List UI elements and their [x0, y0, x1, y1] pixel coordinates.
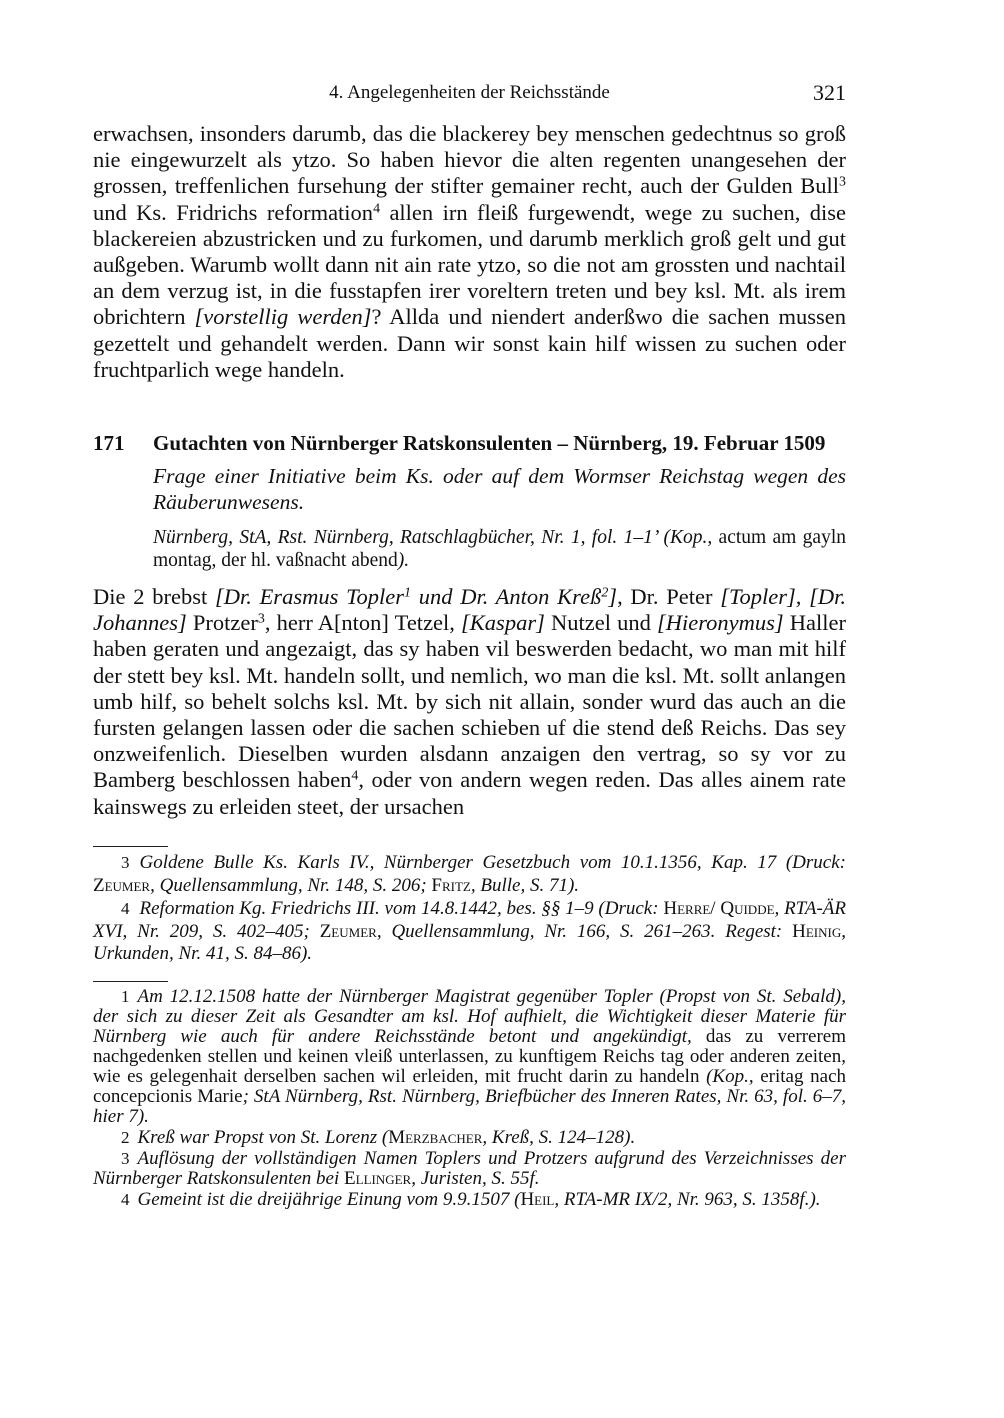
footnote-text: Gemeint ist die dreijährige Einung vom 9.9.1507 (	[137, 1189, 521, 1210]
author-name: Fritz	[431, 874, 471, 896]
footnote-text: , Quellensammlung, Nr. 166, S. 261–263. Regest:	[376, 920, 793, 942]
running-head	[93, 80, 846, 110]
footnote-text: , Bulle, S. 71).	[470, 874, 580, 896]
text-run: Protzer	[186, 610, 258, 636]
footnote-ref: 3	[257, 611, 265, 627]
editorial-insertion: [Hieronymus]	[656, 610, 784, 636]
footnote-ref: 3	[839, 174, 846, 190]
text-run: , Dr. Peter	[617, 584, 721, 609]
footnote-text: , RTA-MR IX/2, Nr. 963, S. 1358f.).	[554, 1189, 821, 1210]
footnote-ref: 4	[351, 768, 359, 784]
footnote	[93, 1190, 846, 1210]
text-run: Nutzel und	[544, 610, 657, 636]
quoted-source-text: eritag nach concepcionis Marie	[93, 1066, 846, 1107]
footnote	[93, 987, 846, 1127]
continuation-text	[93, 121, 846, 383]
page-number: 321	[813, 80, 846, 105]
editorial-insertion: [vorstellig werden]	[194, 304, 372, 330]
footnote	[93, 852, 846, 897]
running-head-title: 4. Angelegenheiten der Reichsstände	[329, 82, 610, 103]
editorial-insertion: [Dr. Erasmus Topler	[214, 584, 405, 609]
footnote-text: , Urkunden, Nr. 41, S. 84–86).	[93, 920, 846, 964]
footnote-separator	[93, 846, 168, 847]
entry-body	[93, 584, 846, 820]
footnote-text: , RTA-ÄR XVI, Nr. 209, S. 402–405;	[93, 898, 846, 942]
footnote-ref: 2	[601, 585, 609, 601]
entry-paragraph	[93, 584, 846, 820]
editorial-insertion: [Kaspar]	[461, 610, 545, 636]
editorial-insertion: und Dr. Anton Kreß	[410, 584, 602, 609]
footnote-ref: 1	[404, 585, 411, 601]
entry-title: Gutachten von Nürnberger Ratskonsulenten – Nürnberg, 19. Februar 1509	[153, 431, 826, 455]
author-name: Merzbacher	[388, 1127, 483, 1148]
footnote-text: ; StA Nürnberg, Rst. Nürnberg, Briefbücher des Inneren Rates, Nr. 63, fol. 6–7, hier 7).	[93, 1086, 846, 1127]
footnote-text: , Kreß, S. 124–128).	[482, 1127, 636, 1148]
text-run: Haller haben geraten und angezaigt, das sy haben vil beswerden bedacht, wo man mit hilf der stett bey ksl. Mt. handeln sollt, und nemlich, wo man die ksl. Mt. sollt anlangen umb hilf, so behelt solchs ksl. Mt. by sich nit allain, sonder wurd das auch an die fursten gelangen lassen oder die sachen schieben uf die stend deß Reichs. Das sey onzweifenlich. Dieselben wurden alsdann anzaigen den vertrag, so sy vor zu Bamberg beschlossen haben	[93, 610, 846, 793]
footnote-separator	[93, 981, 168, 982]
text-run: und Ks. Fridrichs reformation	[93, 199, 374, 225]
footnote-ref: 4	[373, 200, 381, 216]
footnote-mark: 4	[121, 899, 130, 918]
footnote-text: Am 12.12.1508 hatte der Nürnberger Magistrat gegenüber Topler (Propst von St. Sebald), der sich zu dieser Zeit als Gesandter am ksl. Hof aufhielt, die Wichtigkeit dieser Materie für Nürnberg wie auch für andere Reichsstände betont und angekündigt,	[93, 986, 846, 1047]
text-run: ? Allda und niendert anderßwo die sachen mussen gezettelt und gehandelt werden. Dann wir sonst kain hilf wissen zu suchen oder fruchtparlich wege handeln.	[93, 304, 847, 382]
author-name: Zeumer	[93, 874, 151, 896]
author-name: Ellinger	[344, 1168, 412, 1189]
text-run: Die 2 brebst	[93, 584, 215, 609]
footnote-text: Reformation Kg. Friedrichs III. vom 14.8.1442, bes. §§ 1–9 (Druck:	[139, 898, 664, 919]
footnote	[93, 1128, 846, 1148]
footnote-text: (Kop.,	[706, 1066, 754, 1087]
continuation-paragraph	[93, 121, 846, 383]
footnote-text: , Quellensammlung, Nr. 148, S. 206;	[150, 874, 432, 896]
footnote-text: Kreß war Propst von St. Lorenz (	[137, 1127, 389, 1148]
document-entry	[93, 430, 846, 820]
author-name: Herre/ Quidde	[663, 898, 775, 919]
footnote-mark: 3	[121, 1149, 130, 1168]
text-run: , herr A[nton] Tetzel,	[264, 610, 462, 636]
footnote-text: Auflösung der vollständigen Namen Toplers und Protzers aufgrund des Verzeichnisses der Nürnberger Ratskonsulenten bei	[93, 1148, 846, 1189]
text-run: allen irn fleiß furgewendt, wege zu suchen, dise blackereien abzustricken und zu furkomen, und darumb merklich groß gelt und gut außgeben. Warumb wollt dann nit ain rate ytzo, so die not am grossten und nachtail an dem verzug ist, in die fusstapfen irer voreltern treten und bey ksl. Mt. als irem obrichtern	[93, 199, 846, 330]
footnotes-commentary	[93, 987, 846, 1211]
author-name: Heinig	[792, 920, 842, 942]
footnote-mark: 3	[121, 853, 130, 872]
author-name: Zeumer	[319, 920, 377, 942]
entry-heading	[93, 430, 846, 456]
source-citation: Nürnberg, StA, Rst. Nürnberg, Ratschlagbücher, Nr. 1, fol. 1–1’ (Kop.,	[153, 527, 713, 548]
editorial-insertion: ]	[608, 584, 618, 609]
editorial-insertion: [Topler], [Dr. Johannes]	[93, 584, 846, 636]
footnote	[93, 898, 846, 966]
footnote	[93, 1149, 846, 1189]
footnote-text: Goldene Bulle Ks. Karls IV., Nürnberger Gesetzbuch vom 10.1.1356, Kap. 17 (Druck:	[139, 852, 846, 873]
quoted-source-text: das zu verrerem nachgedenken stellen und keinen vleiß unterlassen, zu kunftigem Reichs tag oder anderen zeiten, wie es gelegenhait derselben sachen wil erleiden, mit frucht darin zu handeln	[93, 1026, 846, 1087]
footnotes-text-apparatus	[93, 852, 846, 967]
footnote-text: , Juristen, S. 55f.	[411, 1168, 540, 1189]
footnote-mark: 1	[121, 987, 130, 1006]
entry-number: 171	[93, 431, 125, 455]
source-quote: actum am gayln montag, der hl. vaßnacht abend	[153, 527, 846, 571]
source-close: ).	[397, 549, 410, 571]
footnote-mark: 2	[121, 1128, 130, 1147]
text-run: erwachsen, insonders darumb, das die blackerey bey menschen gedechtnus so groß nie eingewurzelt als ytzo. So haben hievor die alten regenten unangesehen der grossen, treffenlichen fursehung der stifter gemainer recht, auch der Gulden Bull	[93, 121, 846, 199]
text-run: , oder von andern wegen reden. Das alles ainem rate kainswegs zu erleiden steet, der ursachen	[93, 767, 846, 819]
footnote-mark: 4	[121, 1190, 130, 1209]
author-name: Heil	[520, 1189, 555, 1210]
entry-subject: Frage einer Initiative beim Ks. oder auf dem Wormser Reichstag wegen des Räuberunwesens.	[153, 464, 846, 514]
entry-source	[153, 527, 846, 572]
